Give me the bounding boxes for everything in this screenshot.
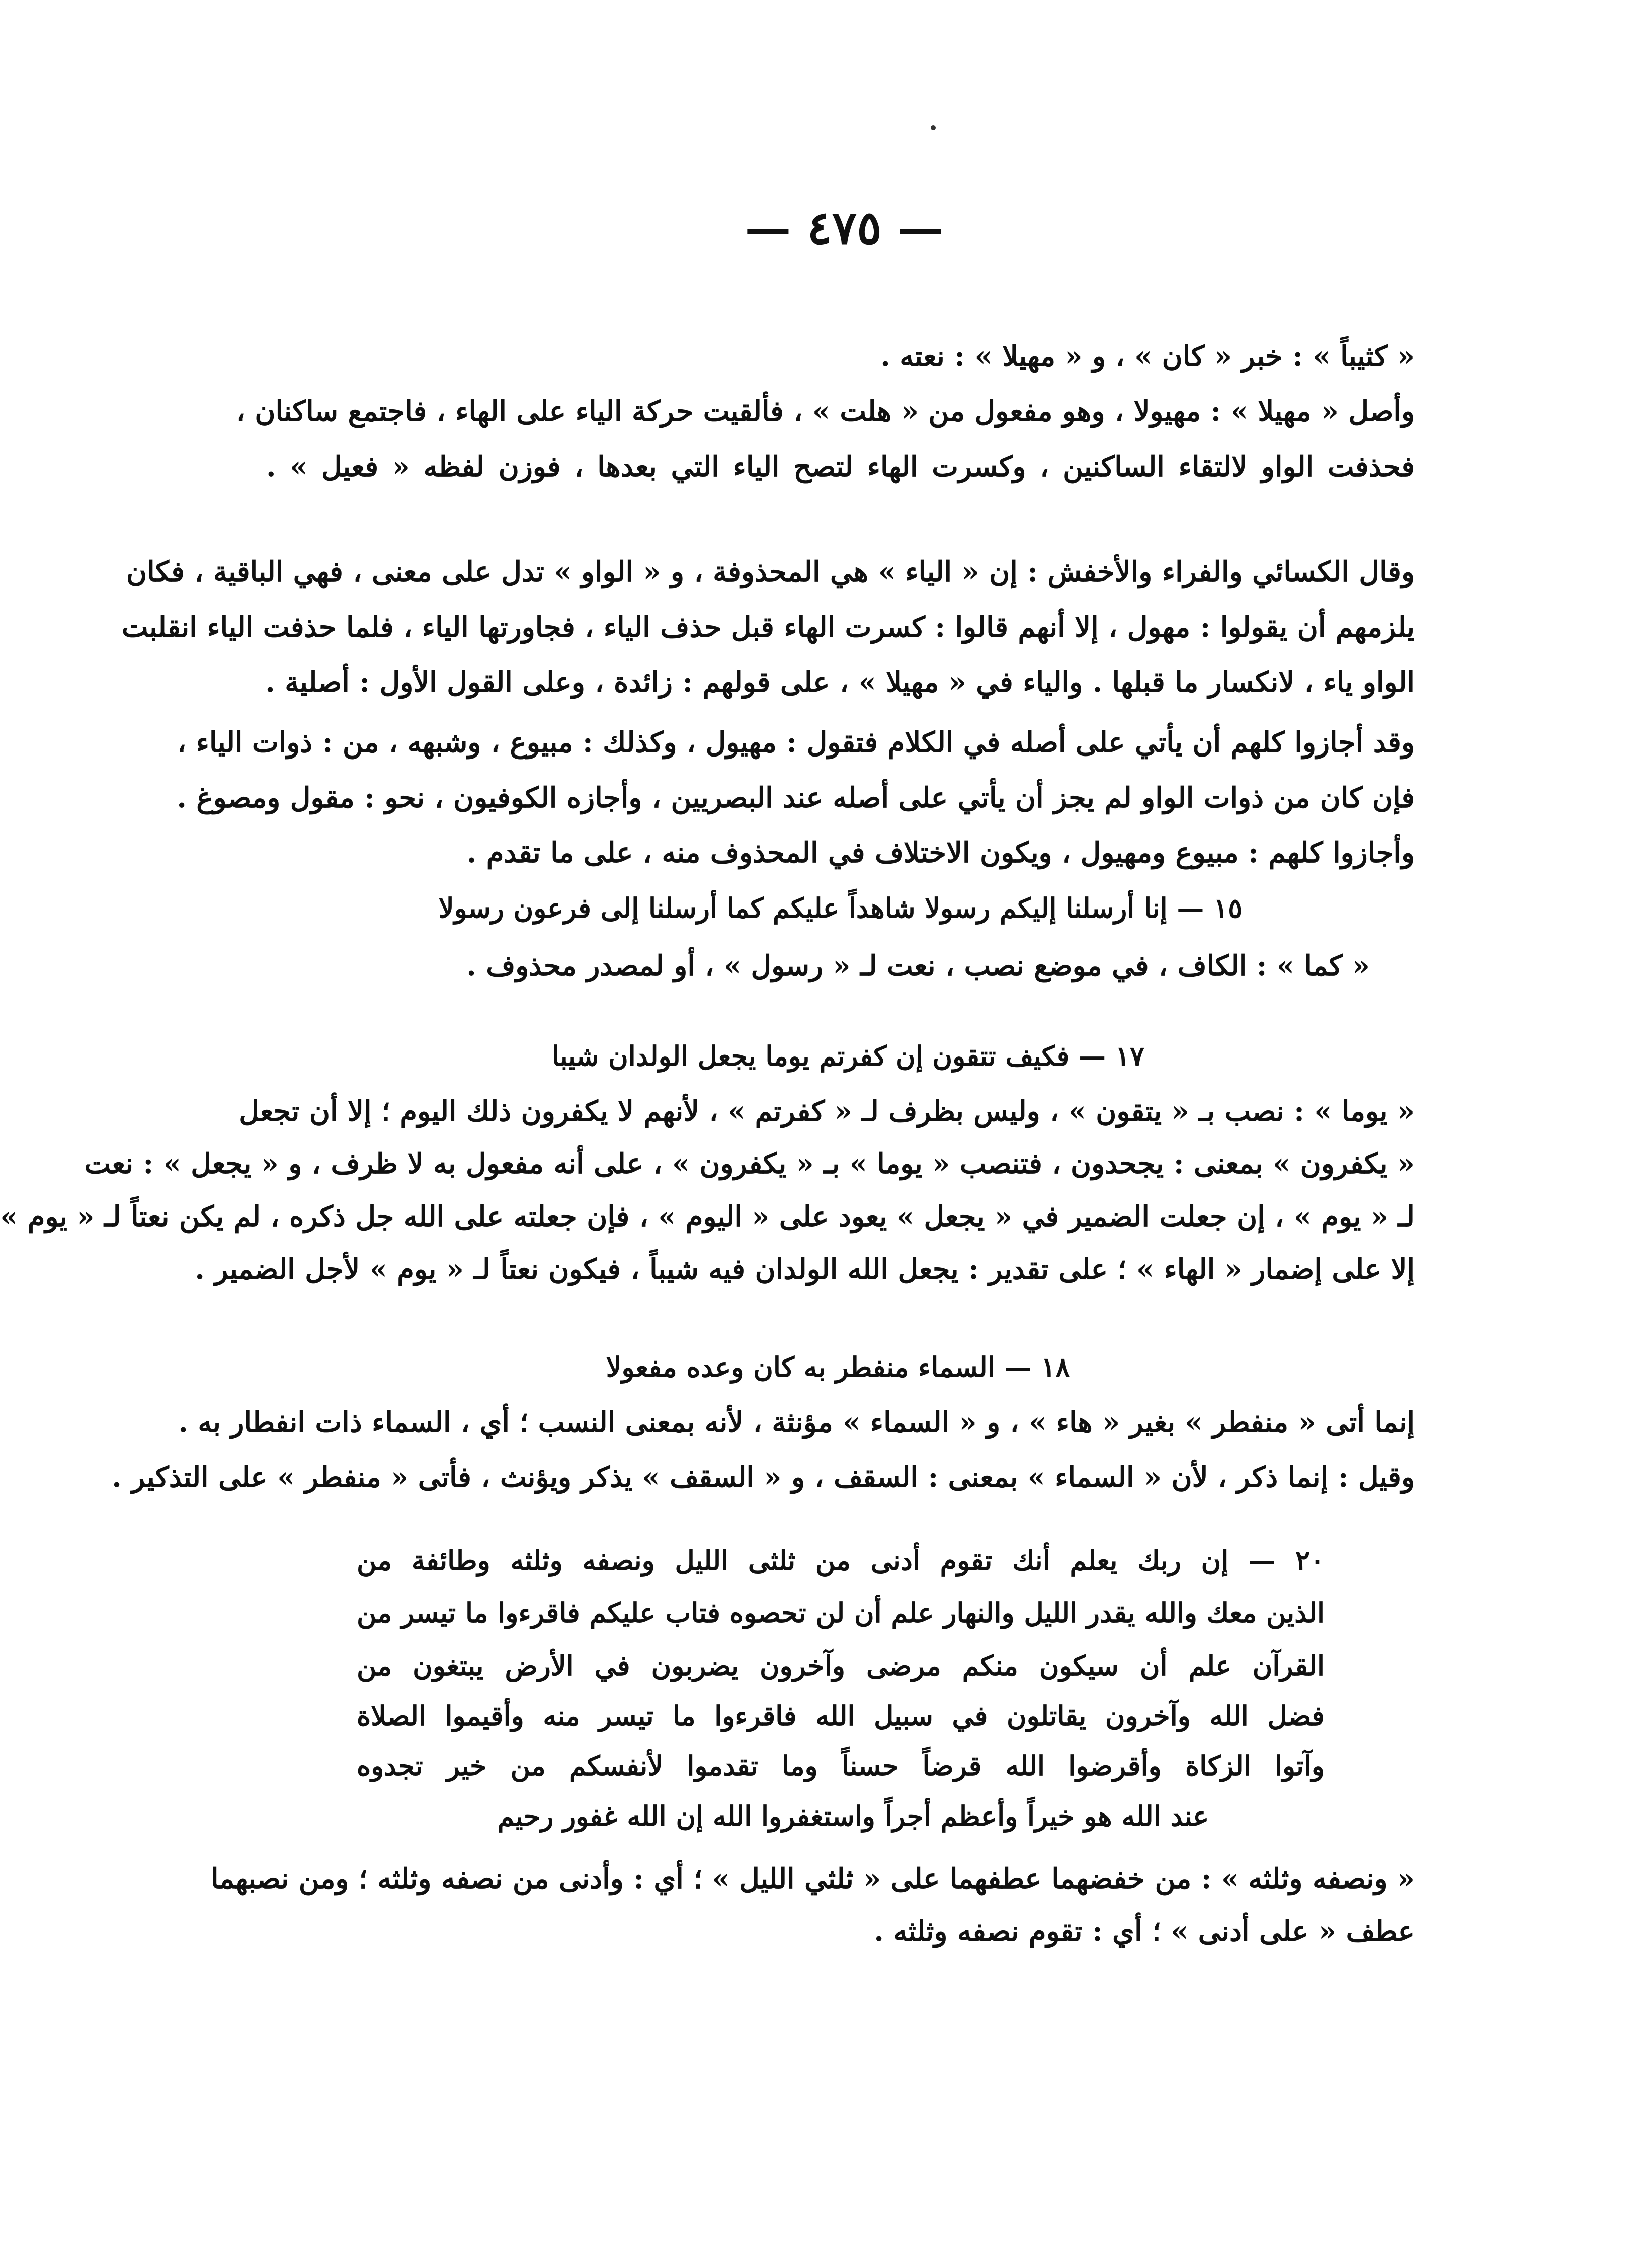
body-line: « يكفرون » بمعنى : يجحدون ، فتنصب « يوما » بـ « يكفرون » ، على أنه مفعول به لا ظرف ، و « يجعل » : نعت bbox=[84, 1147, 1415, 1180]
body-line: فإن كان من ذوات الواو لم يجز أن يأتي على أصله عند البصريين ، وأجازه الكوفيون ، نحو : مقول ومصوغ . bbox=[177, 781, 1415, 814]
verse-line: الذين معك والله يقدر الليل والنهار علم أن لن تحصوه فتاب عليكم فاقرءوا ما تيسر من bbox=[357, 1597, 1325, 1629]
body-line: عطف « على أدنى » ؛ أي : تقوم نصفه وثلثه . bbox=[874, 1915, 1415, 1948]
verse-line: ٢٠ — إن ربك يعلم أنك تقوم أدنى من ثلثى الليل ونصفه وثلثه وطائفة من bbox=[357, 1544, 1325, 1576]
body-line: لـ « يوم » ، إن جعلت الضمير في « يجعل » يعود على « اليوم » ، فإن جعلته على الله جل ذكره ، لم يكن نعتاً لـ « يوم » bbox=[0, 1200, 1415, 1233]
body-line: « كثيباً » : خبر « كان » ، و « مهيلا » : نعته . bbox=[880, 340, 1415, 373]
body-line: وقيل : إنما ذكر ، لأن « السماء » بمعنى : السقف ، و « السقف » يذكر ويؤنث ، فأتى « منفطر » على التذكير . bbox=[112, 1461, 1415, 1494]
body-line: وقال الكسائي والفراء والأخفش : إن « الياء » هي المحذوفة ، و « الواو » تدل على معنى ، فهي الباقية ، فكان bbox=[126, 555, 1415, 588]
verse-line: القرآن علم أن سيكون منكم مرضى وآخرون يضربون في الأرض يبتغون من bbox=[357, 1649, 1325, 1682]
body-line: يلزمهم أن يقولوا : مهول ، إلا أنهم قالوا : كسرت الهاء قبل حذف الياء ، فجاورتها الياء ، فلما حذفت الياء انقلبت bbox=[121, 611, 1415, 644]
verse-line: فضل الله وآخرون يقاتلون في سبيل الله فاقرءوا ما تيسر منه وأقيموا الصلاة bbox=[357, 1700, 1325, 1732]
verse-line: ١٥ — إنا أرسلنا إليكم رسولا شاهداً عليكم كما أرسلنا إلى فرعون رسولا bbox=[438, 892, 1243, 924]
verse-line: ١٧ — فكيف تتقون إن كفرتم يوما يجعل الولدان شيبا bbox=[552, 1040, 1144, 1072]
body-line: « كما » : الكاف ، في موضع نصب ، نعت لـ « رسول » ، أو لمصدر محذوف . bbox=[466, 949, 1370, 982]
body-line: « ونصفه وثلثه » : من خفضهما عطفهما على « ثلثي الليل » ؛ أي : وأدنى من نصفه وثلثه ؛ ومن نصبهما bbox=[211, 1862, 1415, 1895]
decorative-dot bbox=[931, 125, 936, 130]
verse-line: وآتوا الزكاة وأقرضوا الله قرضاً حسناً وما تقدموا لأنفسكم من خير تجدوه bbox=[357, 1750, 1325, 1782]
page-body bbox=[0, 331, 1415, 2067]
body-line: الواو ياء ، لانكسار ما قبلها . والياء في « مهيلا » ، على قولهم : زائدة ، وعلى القول الأول : أصلية . bbox=[265, 666, 1415, 699]
verse-line: عند الله هو خيراً وأعظم أجراً واستغفروا الله إن الله غفور رحيم bbox=[497, 1800, 1209, 1832]
verse-line: ١٨ — السماء منفطر به كان وعده مفعولا bbox=[606, 1351, 1070, 1383]
body-line: فحذفت الواو لالتقاء الساكنين ، وكسرت الهاء لتصح الياء التي بعدها ، فوزن لفظه « فعيل » . bbox=[266, 450, 1415, 483]
body-line: « يوما » : نصب بـ « يتقون » ، وليس بظرف لـ « كفرتم » ، لأنهم لا يكفرون ذلك اليوم ؛ إلا أن تجعل bbox=[239, 1095, 1415, 1128]
body-line: وقد أجازوا كلهم أن يأتي على أصله في الكلام فتقول : مهيول ، وكذلك : مبيوع ، وشبهه ، من : ذوات الياء ، bbox=[177, 726, 1415, 759]
page-number: — ٤٧٥ — bbox=[745, 201, 944, 255]
body-line: وأصل « مهيلا » : مهيولا ، وهو مفعول من « هلت » ، فألقيت حركة الياء على الهاء ، فاجتمع ساكنان ، bbox=[236, 395, 1415, 428]
body-line: وأجازوا كلهم : مبيوع ومهيول ، ويكون الاختلاف في المحذوف منه ، على ما تقدم . bbox=[466, 836, 1415, 869]
body-line: إلا على إضمار « الهاء » ؛ على تقدير : يجعل الله الولدان فيه شيباً ، فيكون نعتاً لـ « يوم » لأجل الضمير . bbox=[195, 1253, 1415, 1286]
body-line: إنما أتى « منفطر » بغير « هاء » ، و « السماء » مؤنثة ، لأنه بمعنى النسب ؛ أي ، السماء ذات انفطار به . bbox=[178, 1406, 1415, 1439]
